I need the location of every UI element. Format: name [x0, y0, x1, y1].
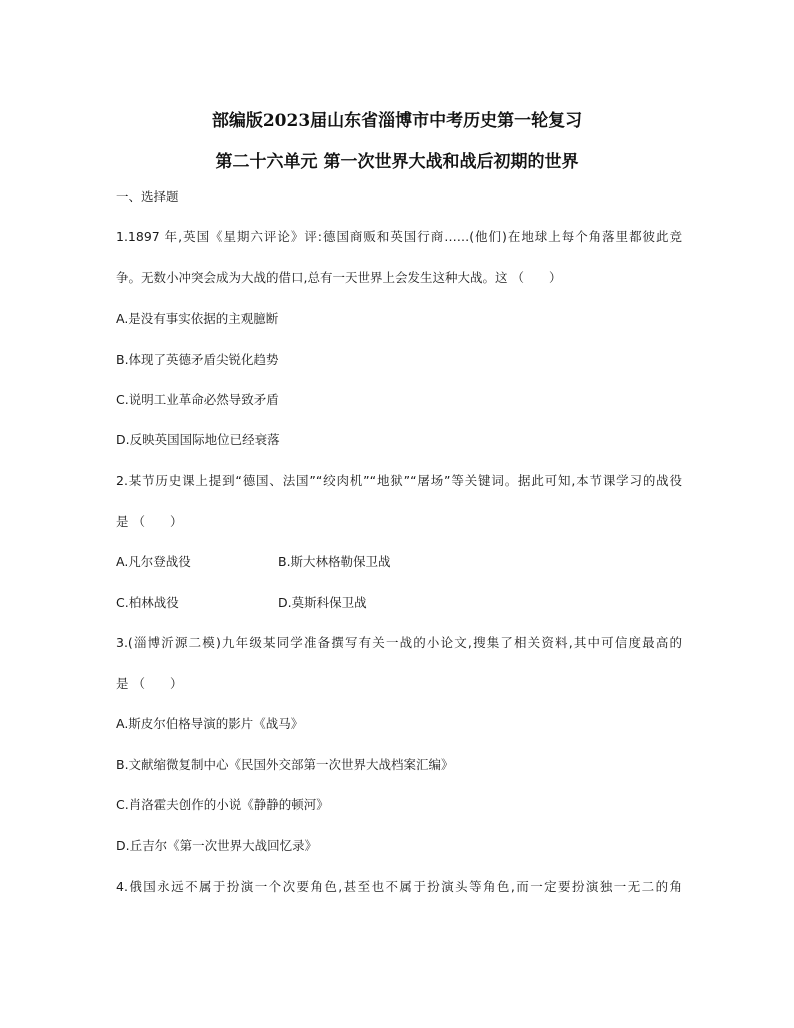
question-3-option-c: C.肖洛霍夫创作的小说《静静的顿河》: [116, 797, 329, 812]
section-heading: 一、选择题: [116, 189, 179, 204]
question-2-stem-line-2: 是 （ ）: [116, 514, 183, 529]
question-1-option-c: C.说明工业革命必然导致矛盾: [116, 392, 279, 407]
document-title-line-1: 部编版2023届山东省淄博市中考历史第一轮复习: [211, 111, 583, 131]
question-3-option-d: D.丘吉尔《第一次世界大战回忆录》: [116, 838, 318, 853]
question-3-stem-line-2: 是 （ ）: [116, 676, 183, 691]
question-2-option-c: C.柏林战役: [116, 595, 179, 610]
question-1-stem-line-1: 1.1897 年,英国《星期六评论》评:德国商贩和英国行商……(他们)在地球上每个角落里都彼此竞: [116, 229, 682, 244]
question-3-option-b: B.文献缩微复制中心《民国外交部第一次世界大战档案汇编》: [116, 757, 454, 772]
question-4-stem-line-1: 4.俄国永远不属于扮演一个次要角色,甚至也不属于扮演头等角色,而一定要扮演独一无二的角: [116, 879, 682, 894]
question-2-option-d: D.莫斯科保卫战: [278, 595, 367, 610]
question-1-option-b: B.体现了英德矛盾尖锐化趋势: [116, 352, 279, 367]
question-3-option-a: A.斯皮尔伯格导演的影片《战马》: [116, 716, 304, 731]
question-1-stem-line-2: 争。无数小冲突会成为大战的借口,总有一天世界上会发生这种大战。这 （ ）: [116, 270, 562, 285]
document-title-line-2: 第二十六单元 第一次世界大战和战后初期的世界: [215, 152, 579, 172]
question-1-option-a: A.是没有事实依据的主观臆断: [116, 311, 279, 326]
question-3-stem-line-1: 3.(淄博沂源二模)九年级某同学准备撰写有关一战的小论文,搜集了相关资料,其中可信度最高的: [116, 635, 682, 650]
question-1-option-d: D.反映英国国际地位已经衰落: [116, 432, 280, 447]
question-2-option-b: B.斯大林格勒保卫战: [278, 554, 391, 569]
question-2-stem-line-1: 2.某节历史课上提到“德国、法国”“绞肉机”“地狱”“屠场”等关键词。据此可知,本节课学习的战役: [116, 473, 682, 488]
question-2-option-a: A.凡尔登战役: [116, 554, 191, 569]
